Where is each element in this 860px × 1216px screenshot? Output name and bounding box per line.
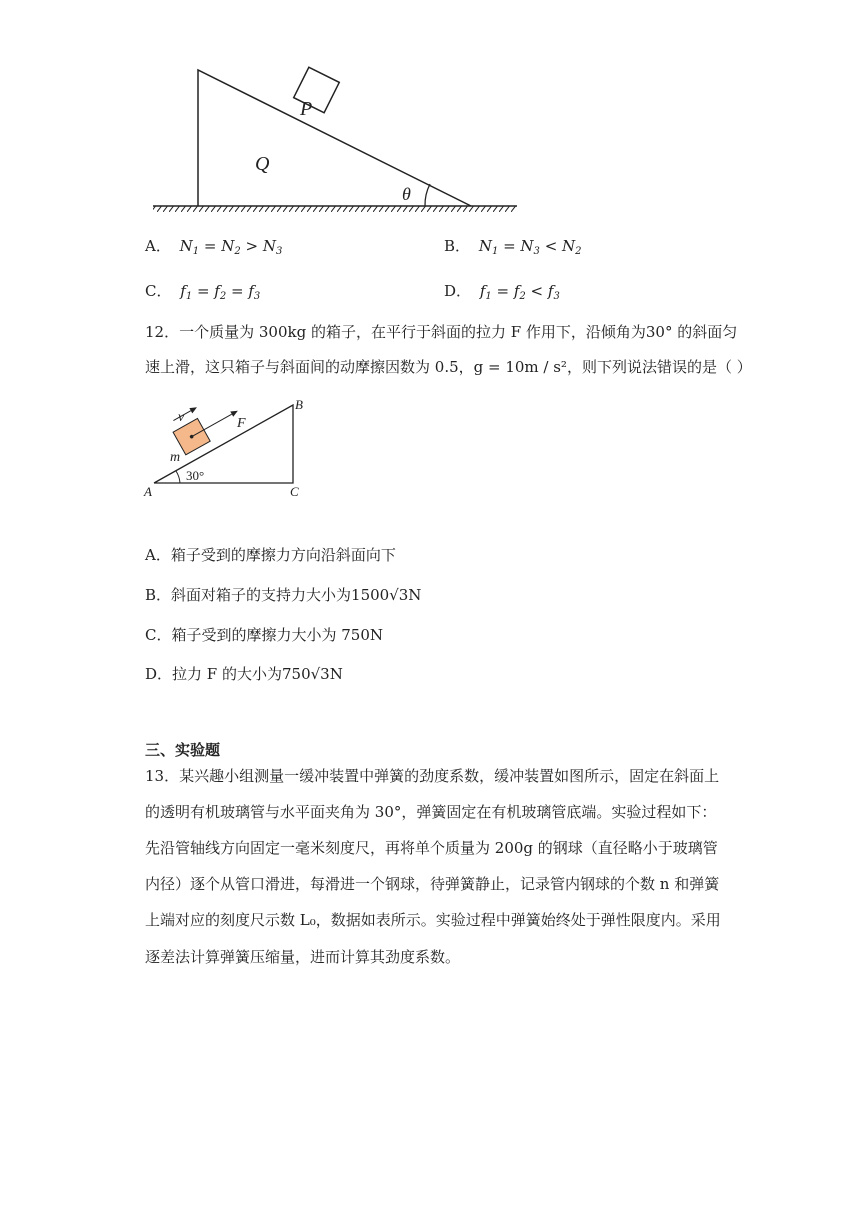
q13-line-2: 的透明有机玻璃管与水平面夹角为 30°，弹簧固定在有机玻璃管底端。实验过程如下： — [145, 803, 717, 821]
label-f: F — [237, 416, 246, 431]
label-a: A — [144, 484, 152, 499]
label-c: C — [290, 484, 299, 499]
q11-option-a — [145, 236, 282, 262]
q11-option-b — [444, 236, 582, 262]
q12-option-b-text: 斜面对箱子的支持力大小为1500√3N — [171, 586, 422, 604]
q11-option-c-expr: $f_1 = f_2 = f_3$ — [180, 282, 261, 302]
q12-option-b — [145, 585, 421, 605]
section-heading: 三、实验题 — [145, 741, 221, 759]
incline-figure-abc — [140, 395, 320, 505]
q12-option-b-letter: B． — [145, 586, 172, 604]
label-m: m — [170, 450, 181, 465]
q11-option-d — [444, 281, 560, 307]
q12-option-c — [145, 625, 383, 645]
label-b: B — [295, 397, 303, 412]
q11-option-b-expr: $N_1 = N_3 < N_2$ — [478, 237, 582, 257]
q11-option-d-letter: D． — [444, 282, 472, 300]
ground-hatch — [153, 206, 517, 212]
q12-option-d-text: 拉力 F 的大小为750√3N — [172, 665, 343, 683]
angle-arc-30 — [176, 471, 180, 483]
label-p: P — [300, 98, 313, 120]
triangle-abc — [154, 405, 293, 483]
label-q: Q — [255, 153, 270, 175]
q11-option-c-letter: C． — [145, 282, 172, 300]
q12-option-a — [145, 545, 396, 565]
q11-option-b-letter: B． — [444, 237, 471, 255]
q11-option-c — [145, 281, 260, 307]
q12-option-a-letter: A． — [145, 546, 171, 564]
q12-option-c-text: 箱子受到的摩擦力大小为 750N — [171, 626, 384, 644]
q12-option-a-text: 箱子受到的摩擦力方向沿斜面向下 — [170, 546, 396, 564]
q13-line-3: 先沿管轴线方向固定一毫米刻度尺，再将单个质量为 200g 的钢球（直径略小于玻璃管 — [145, 839, 718, 857]
q11-option-a-expr: $N_1 = N_2 > N_3$ — [179, 237, 283, 257]
angle-arc — [425, 184, 430, 206]
q13-line-6: 逐差法计算弹簧压缩量，进而计算其劲度系数。 — [145, 948, 461, 966]
q13-line-4: 内径）逐个从管口滑进，每滑进一个钢球，待弹簧静止，记录管内钢球的个数 n 和弹簧 — [145, 875, 720, 893]
q13-line-5: 上端对应的刻度尺示数 L₀，数据如表所示。实验过程中弹簧始终处于弹性限度内。采用 — [145, 911, 721, 929]
label-theta: θ — [402, 184, 411, 204]
label-v: v — [178, 410, 185, 425]
q11-option-d-expr: $f_1 = f_2 < f_3$ — [479, 282, 560, 302]
q12-option-c-letter: C． — [145, 626, 172, 644]
q12-option-d — [145, 664, 343, 684]
q11-option-a-letter: A． — [145, 237, 171, 255]
q12-stem-line2: 速上滑，这只箱子与斜面间的动摩擦因数为 0.5，g = 10m / s²，则下列说法错误的是（ ） — [145, 358, 752, 376]
q12-option-d-letter: D． — [145, 665, 173, 683]
q12-stem-line1: 12．一个质量为 300kg 的箱子，在平行于斜面的拉力 F 作用下，沿倾角为30° 的斜面匀 — [145, 323, 738, 341]
label-angle-30: 30° — [186, 468, 205, 483]
incline-figure-pq — [145, 60, 525, 220]
q13-line-1: 13．某兴趣小组测量一缓冲装置中弹簧的劲度系数，缓冲装置如图所示，固定在斜面上 — [145, 767, 720, 785]
